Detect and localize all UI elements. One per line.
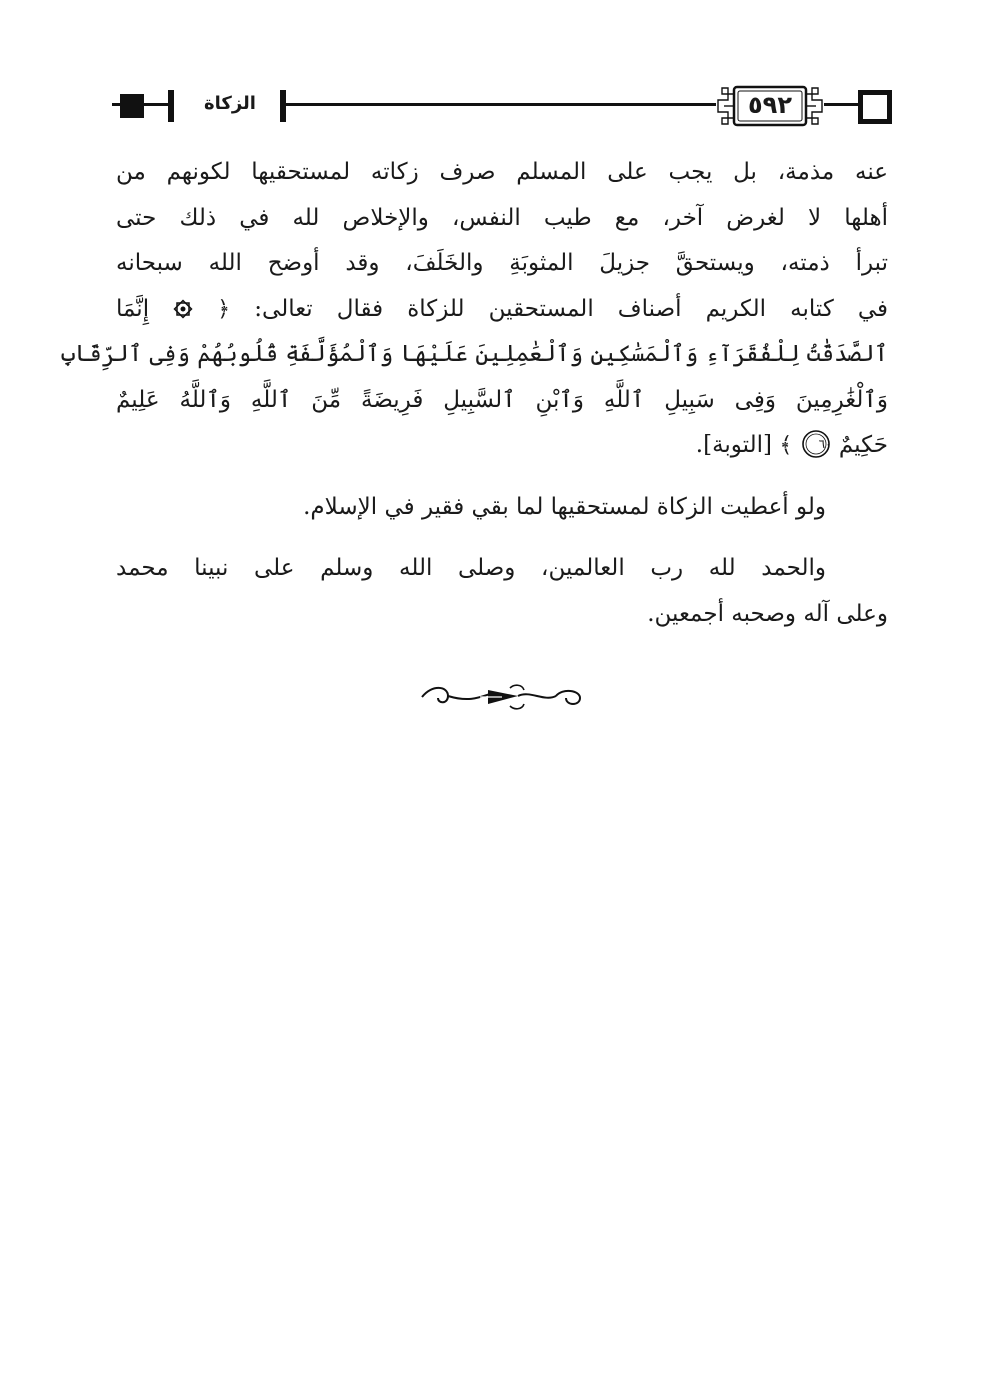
ayah-number: ٦٠ (818, 437, 832, 451)
page-number-frame (716, 84, 824, 128)
running-header (112, 84, 890, 128)
closing-ornament-icon (418, 680, 586, 714)
filled-square-ornament (120, 94, 144, 118)
rub-el-hizb-icon (173, 299, 193, 319)
citation: [التوبة]. (695, 432, 772, 458)
quran-line-end (116, 423, 888, 469)
body-text (61, 150, 889, 637)
text-line: وعلى آله وصحبه أجمعين. (647, 600, 888, 627)
quran-word: حَكِيمٌ (838, 432, 888, 458)
text-line-quran-intro (116, 287, 888, 333)
header-bar-ornament (168, 90, 174, 122)
text-line: والحمد لله رب العالمين، وصلى الله وسلم على نبينا محمد (116, 555, 826, 581)
header-bar-ornament (280, 90, 286, 122)
paragraph (116, 485, 888, 531)
intro-text: في كتابه الكريم أصناف المستحقين للزكاة فقال تعالى: (254, 295, 889, 322)
text-line: أهلها لا لغرض آخر، مع طيب النفس، والإخلاص لله في ذلك حتى (116, 204, 888, 231)
header-rule (824, 103, 862, 106)
text-line: ولو أعطيت الزكاة لمستحقيها لما بقي فقير في الإسلام. (303, 493, 826, 520)
header-rule (284, 103, 716, 106)
quran-close-bracket: ﴾ (779, 433, 793, 458)
quran-word: إِنَّمَا (116, 295, 150, 322)
text-line: عنه مذمة، بل يجب على المسلم صرف زكاته لمستحقيها لكونهم من (116, 159, 888, 185)
paragraph (116, 546, 888, 637)
ayah-number-marker (800, 428, 832, 460)
text-line: تبرأ ذمته، ويستحقَّ جزيلَ المثوبَةِ والخَلَفَ، وقد أوضح الله سبحانه (116, 250, 888, 276)
page-number: ٥٩٢ (748, 91, 792, 119)
running-title: الزكاة (204, 93, 256, 114)
quran-open-bracket: ﴿ (217, 296, 231, 322)
hollow-square-ornament (858, 90, 892, 124)
quran-line: وَٱلْغَٰرِمِينَ وَفِى سَبِيلِ ٱللَّهِ وَٱبْنِ ٱلسَّبِيلِ فَرِيضَةً مِّنَ ٱللَّهِ وَٱللَّهُ عَلِيمٌ (116, 386, 888, 413)
quran-line: ٱلصَّدَقَٰتُ لِلْفُقَرَآءِ وَٱلْمَسَٰكِينِ وَٱلْعَٰمِلِينَ عَلَيْهَا وَٱلْمُؤَلَّفَةِ قُلُوبُهُمْ وَفِى ٱلرِّقَابِ (61, 341, 888, 367)
